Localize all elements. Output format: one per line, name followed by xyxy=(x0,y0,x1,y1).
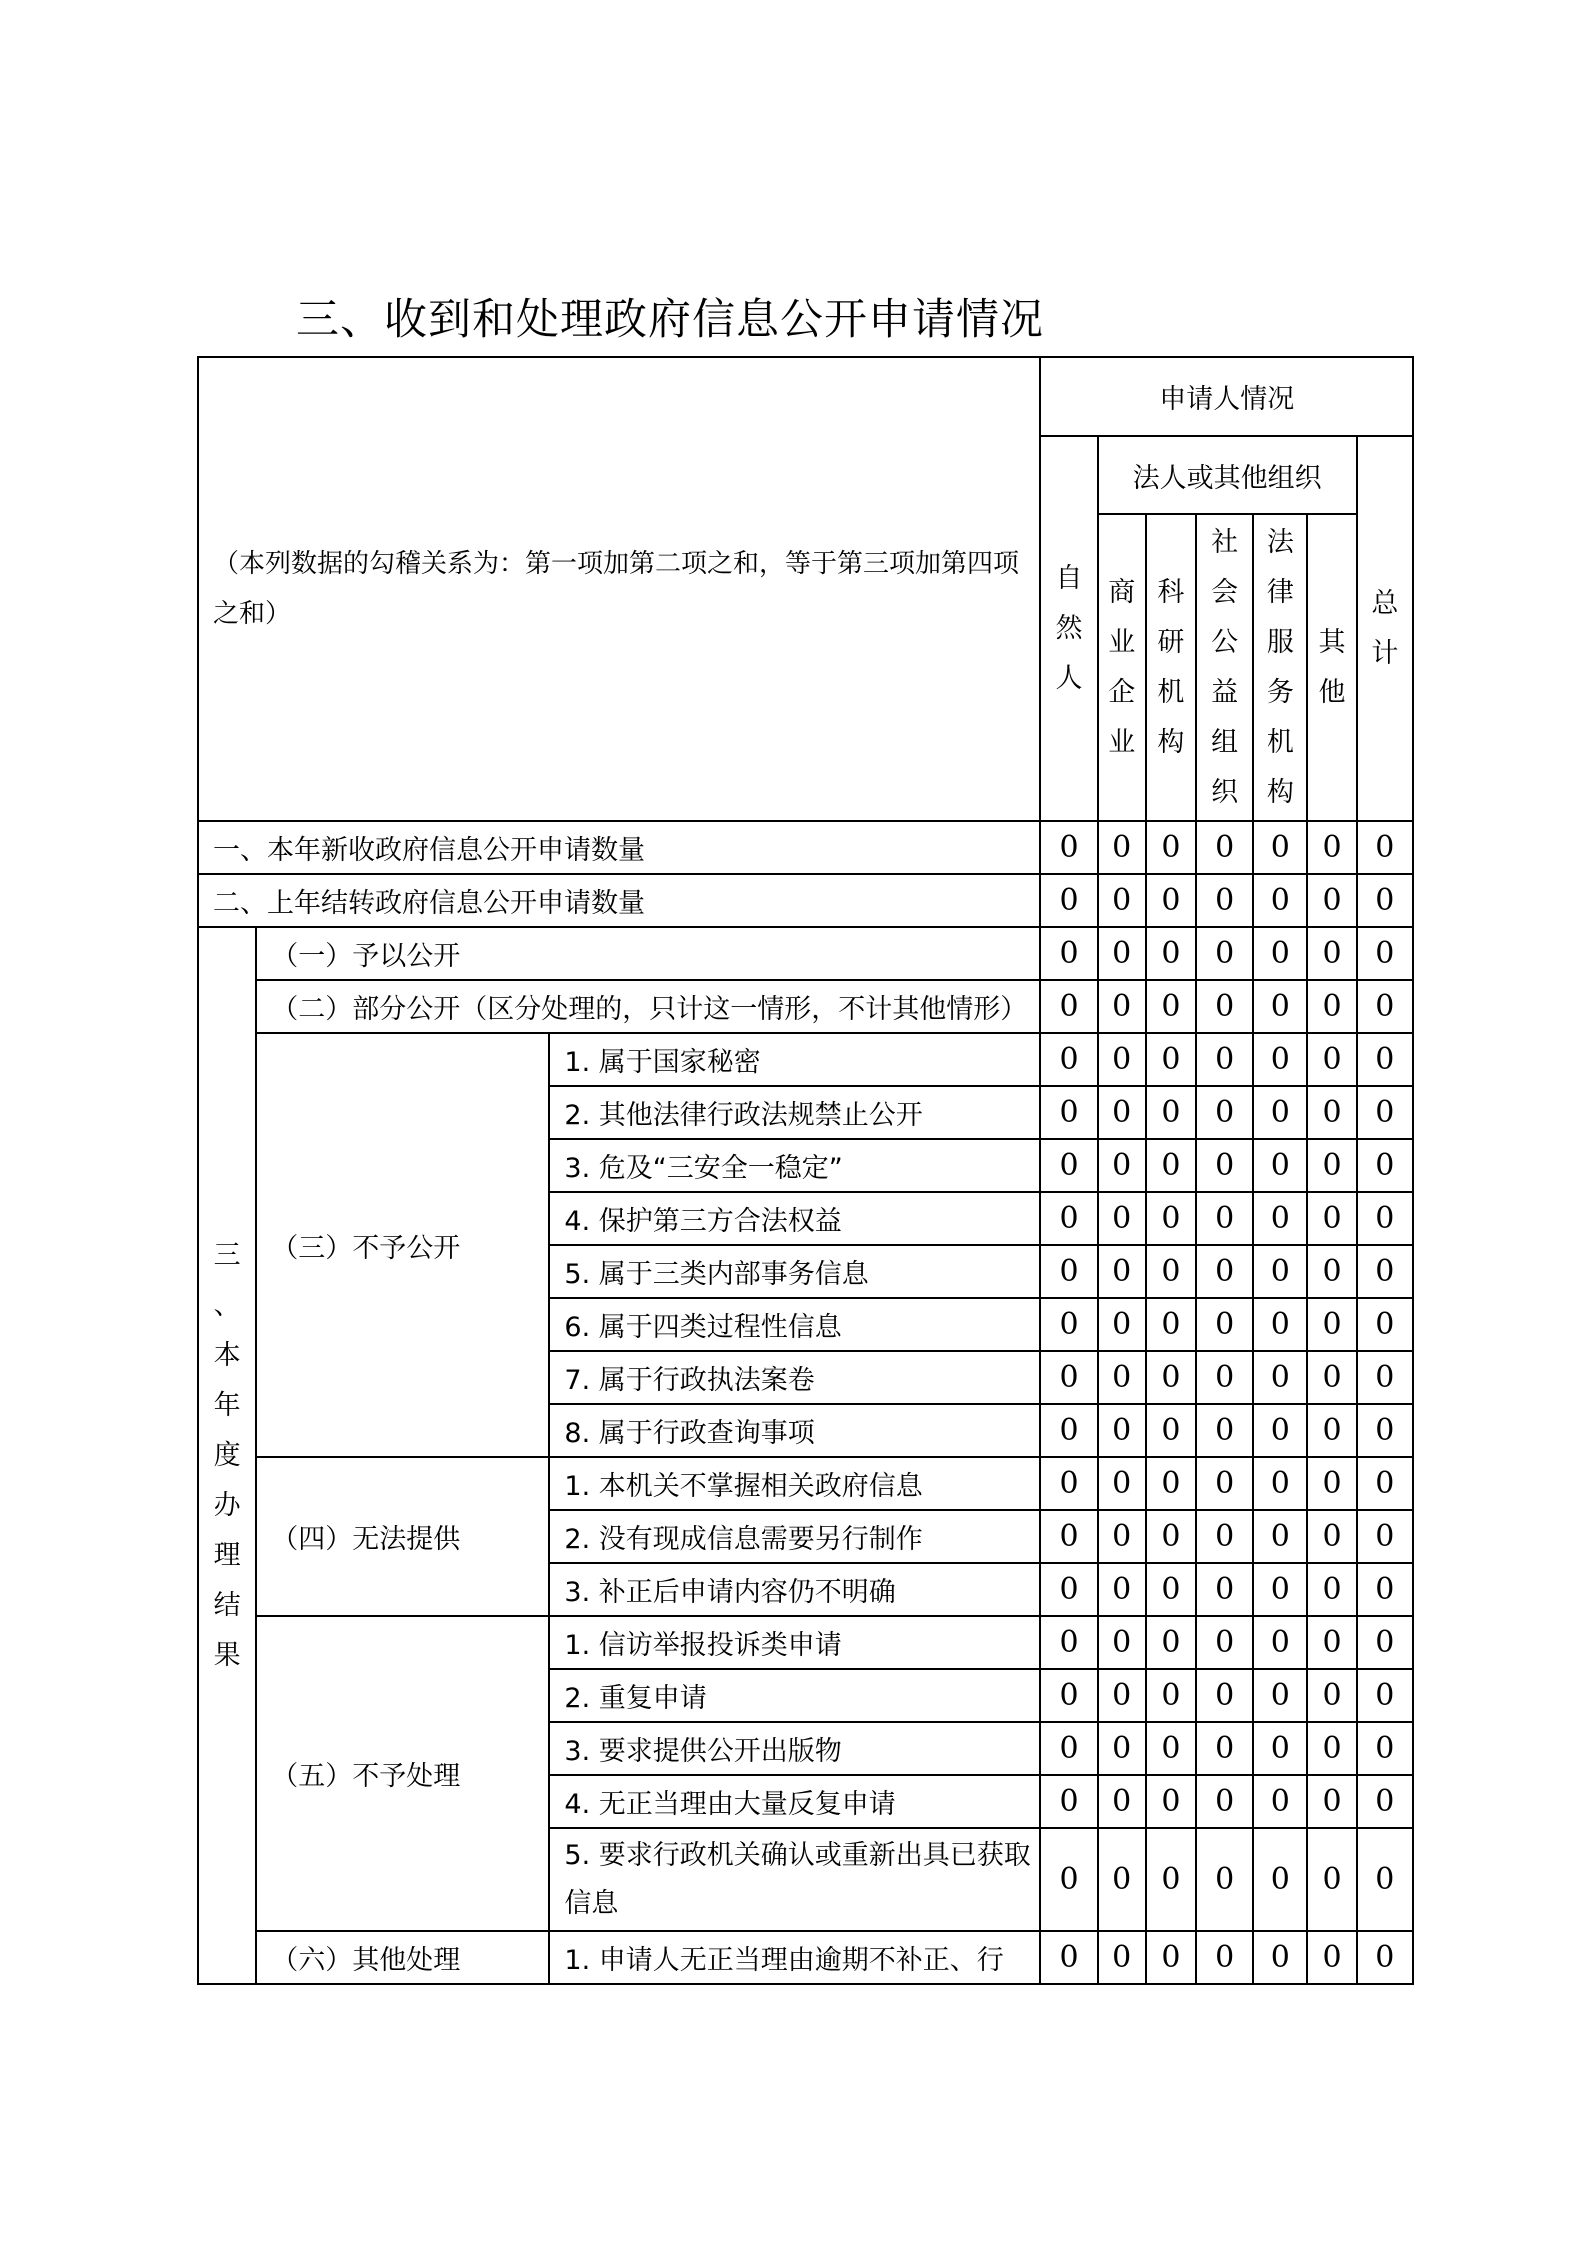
count-cell: 0 xyxy=(1357,1931,1413,1984)
count-cell: 0 xyxy=(1196,821,1253,874)
count-cell: 0 xyxy=(1357,1192,1413,1245)
row-label: 4. 保护第三方合法权益 xyxy=(549,1192,1040,1245)
count-cell: 0 xyxy=(1357,1775,1413,1828)
count-cell: 0 xyxy=(1146,980,1196,1033)
row-label: （二）部分公开（区分处理的，只计这一情形，不计其他情形） xyxy=(256,980,1040,1033)
row-label: 1. 申请人无正当理由逾期不补正、行 xyxy=(549,1931,1040,1984)
count-cell: 0 xyxy=(1307,1404,1356,1457)
count-cell: 0 xyxy=(1357,1351,1413,1404)
count-cell: 0 xyxy=(1098,1931,1146,1984)
count-cell: 0 xyxy=(1098,1192,1146,1245)
info-request-table xyxy=(197,356,1414,1985)
count-cell: 0 xyxy=(1146,1033,1196,1086)
row-label: 2. 其他法律行政法规禁止公开 xyxy=(549,1086,1040,1139)
count-cell: 0 xyxy=(1146,1457,1196,1510)
row-label: （一）予以公开 xyxy=(256,927,1040,980)
count-cell: 0 xyxy=(1357,1510,1413,1563)
count-cell: 0 xyxy=(1253,927,1307,980)
count-cell: 0 xyxy=(1253,1828,1307,1931)
count-cell: 0 xyxy=(1040,874,1097,927)
row-label: 一、本年新收政府信息公开申请数量 xyxy=(198,821,1040,874)
count-cell: 0 xyxy=(1040,1563,1097,1616)
count-cell: 0 xyxy=(1253,1351,1307,1404)
row-label: 3. 要求提供公开出版物 xyxy=(549,1722,1040,1775)
count-cell: 0 xyxy=(1196,874,1253,927)
count-cell: 0 xyxy=(1253,1775,1307,1828)
count-cell: 0 xyxy=(1253,1457,1307,1510)
count-cell: 0 xyxy=(1357,980,1413,1033)
count-cell: 0 xyxy=(1098,1351,1146,1404)
count-cell: 0 xyxy=(1357,1086,1413,1139)
row-label: 2. 重复申请 xyxy=(549,1669,1040,1722)
count-cell: 0 xyxy=(1196,1828,1253,1931)
count-cell: 0 xyxy=(1146,1563,1196,1616)
row-label: 7. 属于行政执法案卷 xyxy=(549,1351,1040,1404)
count-cell: 0 xyxy=(1357,1616,1413,1669)
count-cell: 0 xyxy=(1307,1563,1356,1616)
count-cell: 0 xyxy=(1196,1192,1253,1245)
count-cell: 0 xyxy=(1196,1931,1253,1984)
count-cell: 0 xyxy=(1307,1086,1356,1139)
count-cell: 0 xyxy=(1307,1033,1356,1086)
count-cell: 0 xyxy=(1253,1192,1307,1245)
count-cell: 0 xyxy=(1307,1510,1356,1563)
count-cell: 0 xyxy=(1098,1563,1146,1616)
count-cell: 0 xyxy=(1357,1033,1413,1086)
count-cell: 0 xyxy=(1307,1457,1356,1510)
header-note: （本列数据的勾稽关系为：第一项加第二项之和，等于第三项加第四项之和） xyxy=(198,357,1040,821)
count-cell: 0 xyxy=(1357,1457,1413,1510)
count-cell: 0 xyxy=(1098,1669,1146,1722)
count-cell: 0 xyxy=(1307,874,1356,927)
count-cell: 0 xyxy=(1040,821,1097,874)
group-label: （五）不予处理 xyxy=(256,1616,549,1931)
count-cell: 0 xyxy=(1098,1616,1146,1669)
row-label: 8. 属于行政查询事项 xyxy=(549,1404,1040,1457)
count-cell: 0 xyxy=(1307,1298,1356,1351)
header-commercial: 商 业 企 业 xyxy=(1098,514,1146,821)
group-label: （三）不予公开 xyxy=(256,1033,549,1457)
count-cell: 0 xyxy=(1307,1722,1356,1775)
count-cell: 0 xyxy=(1098,1033,1146,1086)
count-cell: 0 xyxy=(1040,980,1097,1033)
count-cell: 0 xyxy=(1196,1457,1253,1510)
count-cell: 0 xyxy=(1307,1616,1356,1669)
count-cell: 0 xyxy=(1196,1722,1253,1775)
count-cell: 0 xyxy=(1357,1828,1413,1931)
count-cell: 0 xyxy=(1196,1139,1253,1192)
count-cell: 0 xyxy=(1146,1298,1196,1351)
count-cell: 0 xyxy=(1253,1245,1307,1298)
count-cell: 0 xyxy=(1146,1351,1196,1404)
count-cell: 0 xyxy=(1040,1404,1097,1457)
count-cell: 0 xyxy=(1196,1351,1253,1404)
count-cell: 0 xyxy=(1253,1086,1307,1139)
count-cell: 0 xyxy=(1098,1245,1146,1298)
row-label: 2. 没有现成信息需要另行制作 xyxy=(549,1510,1040,1563)
count-cell: 0 xyxy=(1307,1775,1356,1828)
count-cell: 0 xyxy=(1040,1457,1097,1510)
count-cell: 0 xyxy=(1196,1510,1253,1563)
count-cell: 0 xyxy=(1146,1775,1196,1828)
count-cell: 0 xyxy=(1307,980,1356,1033)
count-cell: 0 xyxy=(1357,1139,1413,1192)
count-cell: 0 xyxy=(1357,821,1413,874)
header-natural-person: 自 然 人 xyxy=(1040,436,1097,821)
header-applicant: 申请人情况 xyxy=(1040,357,1413,436)
count-cell: 0 xyxy=(1357,1669,1413,1722)
count-cell: 0 xyxy=(1357,1563,1413,1616)
count-cell: 0 xyxy=(1196,1245,1253,1298)
count-cell: 0 xyxy=(1098,927,1146,980)
count-cell: 0 xyxy=(1196,1086,1253,1139)
group-label: （四）无法提供 xyxy=(256,1457,549,1616)
count-cell: 0 xyxy=(1307,1931,1356,1984)
count-cell: 0 xyxy=(1040,1139,1097,1192)
count-cell: 0 xyxy=(1146,1086,1196,1139)
count-cell: 0 xyxy=(1307,1245,1356,1298)
count-cell: 0 xyxy=(1098,1775,1146,1828)
count-cell: 0 xyxy=(1040,1722,1097,1775)
row-label: 1. 属于国家秘密 xyxy=(549,1033,1040,1086)
count-cell: 0 xyxy=(1146,1669,1196,1722)
count-cell: 0 xyxy=(1098,874,1146,927)
row-label: 5. 要求行政机关确认或重新出具已获取信息 xyxy=(549,1828,1040,1931)
count-cell: 0 xyxy=(1040,1669,1097,1722)
count-cell: 0 xyxy=(1098,1457,1146,1510)
count-cell: 0 xyxy=(1040,1245,1097,1298)
count-cell: 0 xyxy=(1040,1086,1097,1139)
row-label: 1. 本机关不掌握相关政府信息 xyxy=(549,1457,1040,1510)
count-cell: 0 xyxy=(1098,1139,1146,1192)
count-cell: 0 xyxy=(1040,1351,1097,1404)
count-cell: 0 xyxy=(1253,1510,1307,1563)
count-cell: 0 xyxy=(1098,1298,1146,1351)
count-cell: 0 xyxy=(1098,980,1146,1033)
group-label: （六）其他处理 xyxy=(256,1931,549,1984)
count-cell: 0 xyxy=(1196,1775,1253,1828)
count-cell: 0 xyxy=(1253,1563,1307,1616)
count-cell: 0 xyxy=(1196,1404,1253,1457)
count-cell: 0 xyxy=(1146,927,1196,980)
count-cell: 0 xyxy=(1196,927,1253,980)
count-cell: 0 xyxy=(1146,1828,1196,1931)
count-cell: 0 xyxy=(1307,1192,1356,1245)
count-cell: 0 xyxy=(1253,980,1307,1033)
count-cell: 0 xyxy=(1146,1404,1196,1457)
header-other: 其 他 xyxy=(1307,514,1356,821)
count-cell: 0 xyxy=(1307,1139,1356,1192)
section-three-label: 三 、 本 年 度 办 理 结 果 xyxy=(198,927,256,1984)
count-cell: 0 xyxy=(1196,1298,1253,1351)
count-cell: 0 xyxy=(1098,1404,1146,1457)
count-cell: 0 xyxy=(1196,1669,1253,1722)
row-label: 6. 属于四类过程性信息 xyxy=(549,1298,1040,1351)
count-cell: 0 xyxy=(1040,1192,1097,1245)
count-cell: 0 xyxy=(1307,821,1356,874)
count-cell: 0 xyxy=(1040,1775,1097,1828)
count-cell: 0 xyxy=(1253,1404,1307,1457)
count-cell: 0 xyxy=(1040,1616,1097,1669)
count-cell: 0 xyxy=(1040,1931,1097,1984)
count-cell: 0 xyxy=(1357,1298,1413,1351)
count-cell: 0 xyxy=(1196,1563,1253,1616)
count-cell: 0 xyxy=(1146,1139,1196,1192)
count-cell: 0 xyxy=(1146,1192,1196,1245)
count-cell: 0 xyxy=(1040,1033,1097,1086)
header-research: 科 研 机 构 xyxy=(1146,514,1196,821)
count-cell: 0 xyxy=(1196,980,1253,1033)
count-cell: 0 xyxy=(1040,1298,1097,1351)
count-cell: 0 xyxy=(1098,1086,1146,1139)
count-cell: 0 xyxy=(1040,1510,1097,1563)
count-cell: 0 xyxy=(1253,1139,1307,1192)
row-label: 3. 补正后申请内容仍不明确 xyxy=(549,1563,1040,1616)
row-label: 二、上年结转政府信息公开申请数量 xyxy=(198,874,1040,927)
count-cell: 0 xyxy=(1253,1616,1307,1669)
count-cell: 0 xyxy=(1253,874,1307,927)
count-cell: 0 xyxy=(1098,1828,1146,1931)
count-cell: 0 xyxy=(1307,1669,1356,1722)
count-cell: 0 xyxy=(1253,1722,1307,1775)
count-cell: 0 xyxy=(1146,1722,1196,1775)
count-cell: 0 xyxy=(1253,1298,1307,1351)
count-cell: 0 xyxy=(1098,1510,1146,1563)
count-cell: 0 xyxy=(1357,1245,1413,1298)
count-cell: 0 xyxy=(1307,1828,1356,1931)
row-label: 4. 无正当理由大量反复申请 xyxy=(549,1775,1040,1828)
header-legal-group: 法人或其他组织 xyxy=(1098,436,1357,514)
count-cell: 0 xyxy=(1196,1616,1253,1669)
count-cell: 0 xyxy=(1040,927,1097,980)
header-social: 社 会 公 益 组 织 xyxy=(1196,514,1253,821)
count-cell: 0 xyxy=(1357,927,1413,980)
row-label: 1. 信访举报投诉类申请 xyxy=(549,1616,1040,1669)
header-legal-service: 法 律 服 务 机 构 xyxy=(1253,514,1307,821)
count-cell: 0 xyxy=(1307,927,1356,980)
page-title: 三、收到和处理政府信息公开申请情况 xyxy=(296,295,1044,345)
count-cell: 0 xyxy=(1098,821,1146,874)
count-cell: 0 xyxy=(1146,1931,1196,1984)
row-label: 5. 属于三类内部事务信息 xyxy=(549,1245,1040,1298)
count-cell: 0 xyxy=(1146,1245,1196,1298)
count-cell: 0 xyxy=(1307,1351,1356,1404)
count-cell: 0 xyxy=(1146,1616,1196,1669)
count-cell: 0 xyxy=(1146,821,1196,874)
count-cell: 0 xyxy=(1357,1722,1413,1775)
count-cell: 0 xyxy=(1146,1510,1196,1563)
count-cell: 0 xyxy=(1146,874,1196,927)
row-label: 3. 危及“三安全一稳定” xyxy=(549,1139,1040,1192)
count-cell: 0 xyxy=(1253,1931,1307,1984)
header-total: 总 计 xyxy=(1357,436,1413,821)
count-cell: 0 xyxy=(1253,1033,1307,1086)
count-cell: 0 xyxy=(1357,874,1413,927)
count-cell: 0 xyxy=(1253,821,1307,874)
count-cell: 0 xyxy=(1357,1404,1413,1457)
count-cell: 0 xyxy=(1253,1669,1307,1722)
count-cell: 0 xyxy=(1098,1722,1146,1775)
count-cell: 0 xyxy=(1040,1828,1097,1931)
count-cell: 0 xyxy=(1196,1033,1253,1086)
